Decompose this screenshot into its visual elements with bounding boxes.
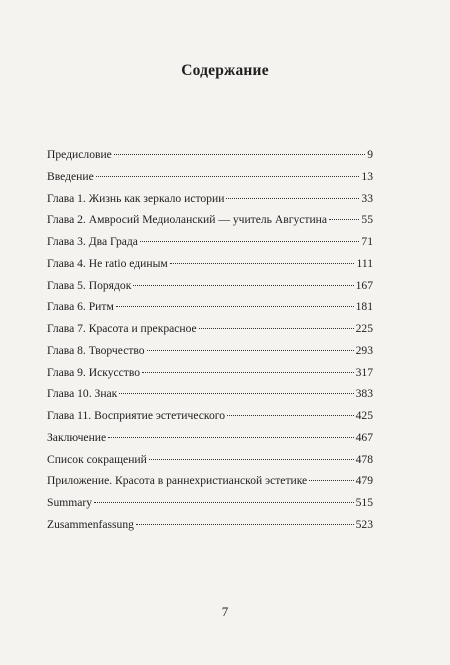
toc-entry-title: Приложение. Красота в раннехристианской эстетике [47, 474, 308, 488]
toc-entry-page: 317 [355, 365, 373, 379]
toc-entry-page: 293 [355, 343, 373, 357]
toc-entry-page: 55 [361, 213, 373, 227]
toc-entry-title: Глава 5. Порядок [47, 278, 132, 292]
toc-entry-title: Глава 2. Амвросий Медиоланский — учитель Августина [47, 213, 328, 227]
page-title: Содержание [181, 62, 269, 79]
dot-leader [114, 154, 365, 155]
toc-entry [47, 166, 373, 188]
toc-entry-title: Глава 1. Жизнь как зеркало истории [47, 191, 225, 205]
toc-entry [47, 449, 373, 471]
toc-entry-title: Глава 6. Ритм [47, 300, 114, 314]
toc-entry [47, 470, 373, 492]
toc-entry [47, 318, 373, 340]
toc-entry-title: Предисловие [47, 148, 112, 161]
toc-entry-title: Глава 9. Искусство [47, 365, 141, 379]
toc-entry [47, 144, 373, 166]
dot-leader [227, 415, 354, 416]
dot-leader [329, 219, 359, 220]
dot-leader [142, 372, 354, 373]
toc-entry-page: 225 [355, 322, 373, 335]
page-number: 7 [221, 604, 229, 619]
toc-entry-page: 167 [355, 278, 373, 292]
dot-leader [133, 285, 353, 286]
toc-entry-page: 478 [355, 452, 373, 466]
toc-entry-title: Заключение [47, 430, 107, 444]
toc-entry-page: 425 [355, 409, 373, 422]
toc-entry-title: Введение [47, 169, 94, 183]
dot-leader [226, 198, 359, 199]
toc-entry-title: Глава 11. Восприятие эстетического [47, 409, 226, 422]
table-of-contents [47, 144, 373, 536]
toc-entry-title: Глава 10. Знак [47, 387, 118, 401]
toc-entry-title: Список сокращений [47, 452, 147, 466]
toc-entry-page: 33 [361, 191, 373, 205]
toc-entry-title: Summary [47, 496, 93, 509]
toc-entry-page: 181 [355, 300, 373, 314]
toc-entry [47, 275, 373, 297]
toc-entry-page: 515 [355, 496, 373, 509]
dot-leader [94, 502, 354, 503]
toc-entry [47, 340, 373, 362]
dot-leader [108, 437, 353, 438]
toc-entry-title: Zusammenfassung [47, 517, 134, 531]
toc-entry [47, 427, 373, 449]
toc-entry-title: Глава 3. Два Града [47, 235, 138, 248]
toc-entry-page: 111 [356, 256, 373, 270]
toc-entry-page: 467 [355, 430, 373, 444]
toc-entry [47, 253, 373, 275]
dot-leader [116, 306, 354, 307]
dot-leader [136, 524, 354, 525]
toc-entry [47, 296, 373, 318]
toc-entry [47, 209, 373, 231]
toc-entry-title: Глава 4. Не ratio единым [47, 256, 168, 270]
toc-entry [47, 405, 373, 427]
dot-leader [199, 328, 354, 329]
dot-leader [119, 393, 353, 394]
toc-entry-title: Глава 7. Красота и прекрасное [47, 322, 197, 335]
dot-leader [96, 176, 360, 177]
dot-leader [309, 480, 353, 481]
toc-entry-page: 71 [361, 235, 373, 248]
toc-entry-title: Глава 8. Творчество [47, 343, 145, 357]
dot-leader [170, 263, 355, 264]
toc-entry [47, 383, 373, 405]
dot-leader [149, 459, 354, 460]
dot-leader [147, 350, 354, 351]
toc-entry [47, 492, 373, 514]
toc-entry-page: 479 [355, 474, 373, 488]
toc-entry-page: 13 [361, 169, 373, 183]
toc-entry-page: 523 [355, 517, 373, 531]
toc-entry-page: 9 [367, 148, 373, 161]
toc-entry [47, 514, 373, 536]
dot-leader [140, 241, 359, 242]
toc-entry [47, 188, 373, 210]
toc-entry-page: 383 [355, 387, 373, 401]
toc-entry [47, 362, 373, 384]
toc-entry [47, 231, 373, 253]
